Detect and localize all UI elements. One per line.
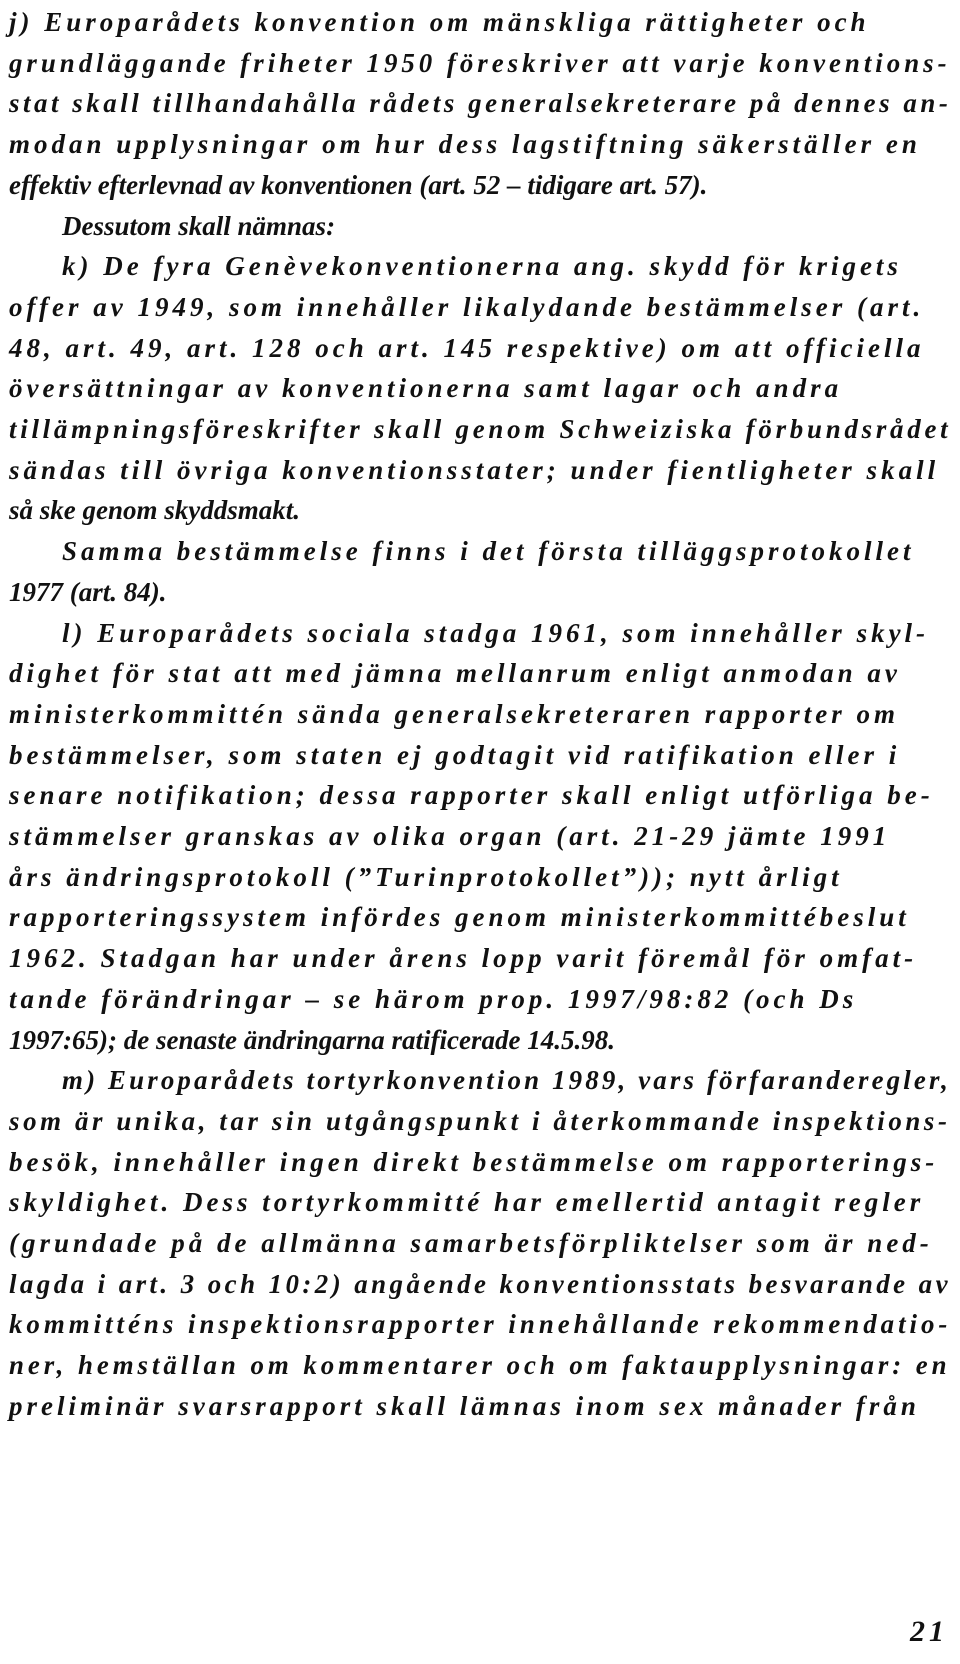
text-line: tillämpningsföreskrifter skall genom Schweiziska förbundsrådet <box>9 414 952 444</box>
text-line: rapporteringssystem infördes genom ministerkommittébeslut <box>9 902 910 933</box>
text-line: ner, hemställan om kommentarer och om faktaupplysningar: en <box>9 1350 951 1381</box>
text-line: bestämmelser, som staten ej godtagit vid ratifikation eller i <box>9 739 901 770</box>
text-line: så ske genom skyddsmakt. <box>9 495 301 526</box>
text-line: 1962. Stadgan har under årens lopp varit föremål för omfat- <box>9 943 918 974</box>
text-line: j) Europarådets konvention om mänskliga rättigheter och <box>9 7 870 37</box>
text-line: stat skall tillhandahålla rådets generalsekreterare på dennes an- <box>9 88 952 119</box>
text-line: års ändringsprotokoll (”Turinprotokollet”)); nytt årligt <box>9 861 843 892</box>
text-line: l) Europarådets sociala stadga 1961, som innehåller skyl- <box>62 617 930 648</box>
text-line: m) Europarådets tortyrkonvention 1989, vars förfaranderegler, <box>62 1065 951 1096</box>
text-line: modan upplysningar om hur dess lagstiftning säkerställer en <box>9 129 921 160</box>
text-line: senare notifikation; dessa rapporter skall enligt utförliga be- <box>9 780 934 811</box>
text-line: preliminär svarsrapport skall lämnas inom sex månader från <box>9 1390 920 1421</box>
text-line: 48, art. 49, art. 128 och art. 145 respektive) om att officiella <box>9 332 925 363</box>
text-line: översättningar av konventionerna samt lagar och andra <box>9 373 843 404</box>
text-line: k) De fyra Genèvekonventionerna ang. skydd för krigets <box>62 251 902 282</box>
text-line: Samma bestämmelse finns i det första tilläggsprotokollet <box>62 536 915 567</box>
text-line: besök, innehåller ingen direkt bestämmelse om rapporterings- <box>9 1146 939 1177</box>
text-line: grundläggande friheter 1950 föreskriver att varje konventions- <box>9 47 951 78</box>
text-line: stämmelser granskas av olika organ (art. 21-29 jämte 1991 <box>9 821 891 851</box>
text-line: Dessutom skall nämnas: <box>62 210 336 241</box>
page-number: 21 <box>910 1615 948 1648</box>
text-line: 1977 (art. 84). <box>9 576 167 607</box>
text-line: 1997:65); de senaste ändringarna ratificerade 14.5.98. <box>9 1024 615 1055</box>
text-line: dighet för stat att med jämna mellanrum enligt anmodan av <box>9 658 901 689</box>
text-line: som är unika, tar sin utgångspunkt i återkommande inspektions- <box>9 1105 951 1136</box>
text-line: skyldighet. Dess tortyrkommitté har emellertid antagit regler <box>9 1187 925 1218</box>
text-line: ministerkommittén sända generalsekreteraren rapporter om <box>9 698 900 729</box>
text-line: sändas till övriga konventionsstater; under fientligheter skall <box>9 454 940 485</box>
text-line: lagda i art. 3 och 10:2) angående konventionsstats besvarande av <box>9 1268 951 1299</box>
text-line: kommitténs inspektionsrapporter innehållande rekommendatio- <box>9 1309 952 1340</box>
text-line: offer av 1949, som innehåller likalydande bestämmelser (art. <box>9 291 925 322</box>
text-line: effektiv efterlevnad av konventionen (art. 52 – tidigare art. 57). <box>9 169 708 200</box>
text-line: (grundade på de allmänna samarbetsförpliktelser som är ned- <box>9 1228 933 1258</box>
text-line: tande förändringar – se härom prop. 1997/98:82 (och Ds <box>9 983 858 1014</box>
